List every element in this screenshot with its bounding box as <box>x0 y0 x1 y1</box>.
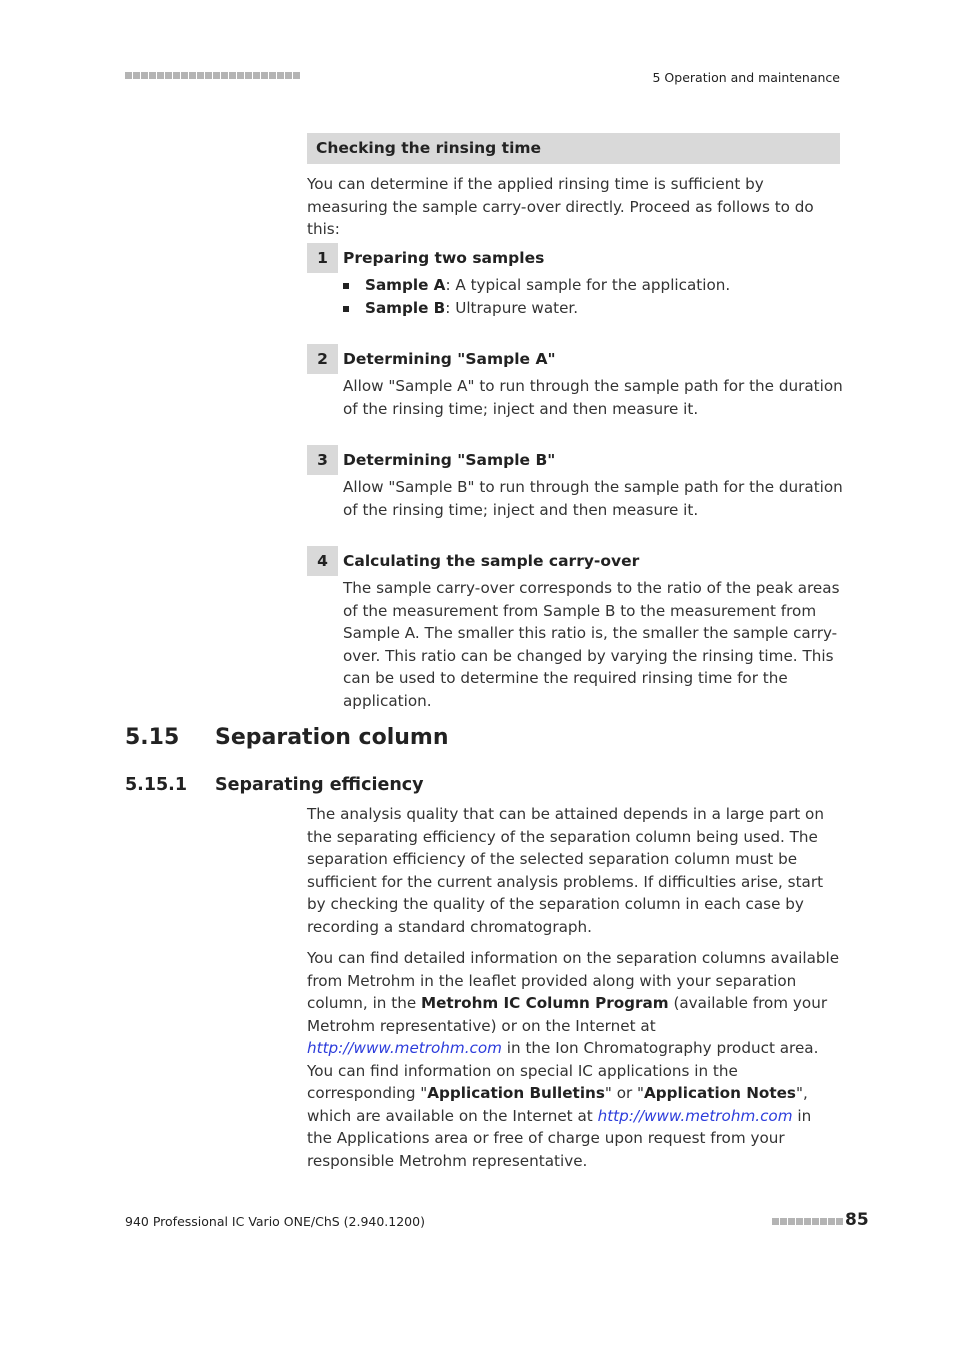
heading-title: Separation column <box>215 725 449 750</box>
bullet-icon <box>343 283 349 289</box>
step-number: 2 <box>307 344 338 374</box>
heading-title: Separating efficiency <box>215 775 424 795</box>
metrohm-link[interactable]: http://www.metrohm.com <box>307 1039 502 1057</box>
step-number: 3 <box>307 445 338 475</box>
step-text: Allow "Sample A" to run through the sample path for the duration of the rinsing time; inject and then measure it. <box>343 377 843 418</box>
step-body <box>343 274 843 319</box>
list-item: Sample A: A typical sample for the application. <box>343 274 843 297</box>
section-intro: You can determine if the applied rinsing time is sufficient by measuring the sample carry-over directly. Proceed as follows to do this: <box>307 175 814 238</box>
step-number: 4 <box>307 546 338 576</box>
step-title: Calculating the sample carry-over <box>343 552 640 570</box>
efficiency-paragraph: The analysis quality that can be attained depends in a large part on the separating efficiency of the separation column being used. The separation efficiency of the selected separation column must be sufficient for the current analysis problems. If difficulties arise, start by checking the quality of the separation column in each case by recording a standard chromatograph. <box>307 805 824 936</box>
step-body <box>343 375 843 420</box>
list-item: Sample B: Ultrapure water. <box>343 297 843 320</box>
heading-5-15-1 <box>125 775 424 795</box>
step-number: 1 <box>307 243 338 273</box>
column-info-paragraph: You can find detailed information on the separation columns available from Metrohm in the leaflet provided along with your separation column, in the Metrohm IC Column Program (available from your Metrohm representative) or on the Internet at http://www.metrohm.com in the Ion Chromatography product area. You can find information on special IC applications in the corresponding "Application Bulletins" or "Application Notes", which are available on the Internet at http://www.metrohm.com in the Applications area or free of charge upon request from your responsible Metrohm representative. <box>307 949 840 1170</box>
metrohm-link[interactable]: http://www.metrohm.com <box>597 1106 793 1125</box>
footer-decoration <box>772 1218 843 1225</box>
step-body <box>343 577 843 712</box>
step-text: The sample carry-over corresponds to the ratio of the peak areas of the measurement from Sample B to the measurement from Sample A. The smaller this ratio is, the smaller the sample carry-over. This ratio can be changed by varying the rinsing time. This can be used to determine the required rinsing time for the application. <box>343 579 840 710</box>
heading-number: 5.15 <box>125 725 180 750</box>
sample-list <box>343 274 843 319</box>
page-number: 85 <box>845 1210 869 1230</box>
step-title: Determining "Sample A" <box>343 350 556 368</box>
bullet-icon <box>343 306 349 312</box>
chapter-title: 5 Operation and maintenance <box>652 70 840 85</box>
step-title: Determining "Sample B" <box>343 451 556 469</box>
section-title-bar: Checking the rinsing time <box>307 133 840 164</box>
header-decoration <box>125 72 300 79</box>
step-text: Allow "Sample B" to run through the sample path for the duration of the rinsing time; inject and then measure it. <box>343 478 843 519</box>
step-body <box>343 476 843 521</box>
heading-number: 5.15.1 <box>125 775 188 795</box>
footer-document-title: 940 Professional IC Vario ONE/ChS (2.940.1200) <box>125 1214 425 1229</box>
heading-5-15 <box>125 725 449 750</box>
step-title: Preparing two samples <box>343 249 545 267</box>
